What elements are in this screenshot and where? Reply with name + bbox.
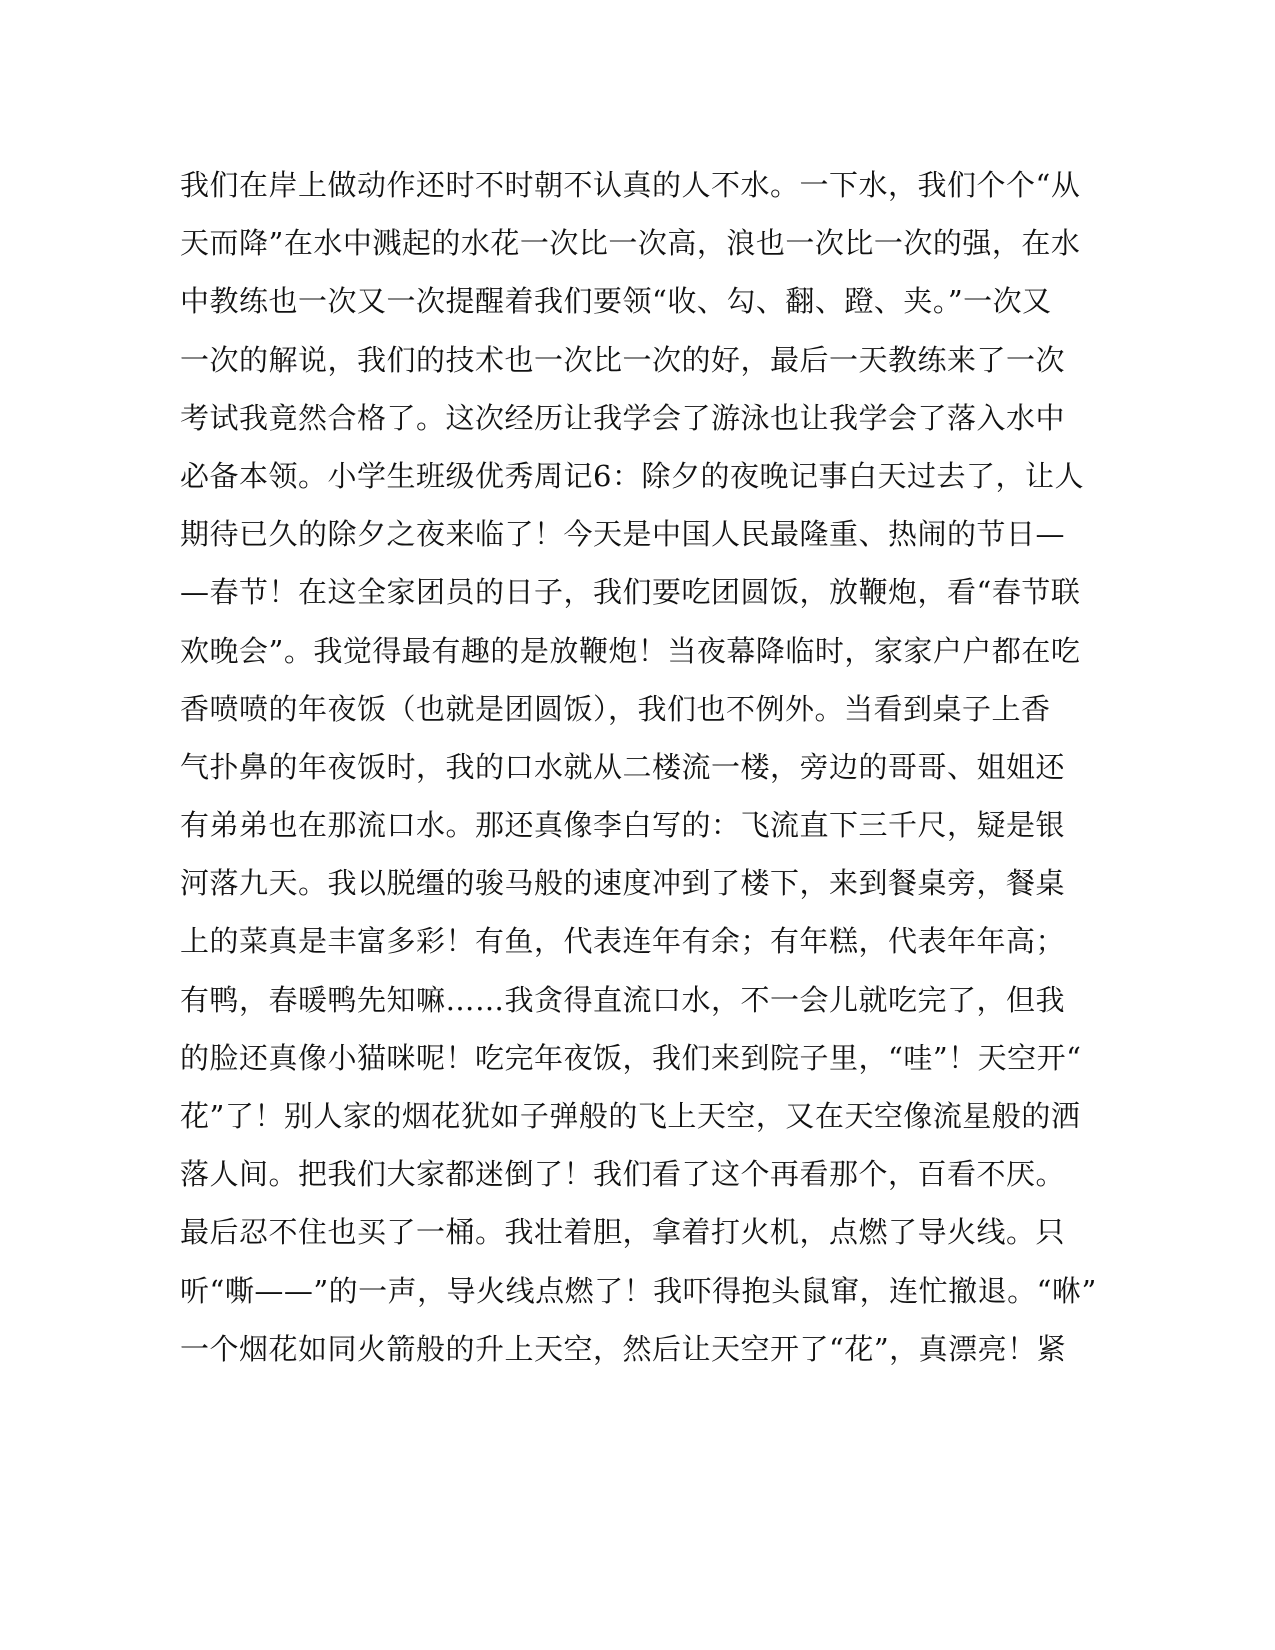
text-line: 欢晚会”。我觉得最有趣的是放鞭炮！当夜幕降临时，家家户户都在吃 xyxy=(180,633,1081,668)
text-line: 气扑鼻的年夜饭时，我的口水就从二楼流一楼，旁边的哥哥、姐姐还 xyxy=(180,749,1066,784)
text-line: 听“嘶——”的一声，导火线点燃了！我吓得抱头鼠窜，连忙撤退。“咻” xyxy=(180,1273,1097,1308)
text-line: 香喷喷的年夜饭（也就是团圆饭），我们也不例外。当看到桌子上香 xyxy=(180,691,1051,726)
text-line: 上的菜真是丰富多彩！有鱼，代表连年有余；有年糕，代表年年高； xyxy=(180,924,1066,959)
text-line: 花”了！别人家的烟花犹如子弹般的飞上天空，又在天空像流星般的洒 xyxy=(180,1099,1081,1133)
text-line: 一次的解说，我们的技术也一次比一次的好，最后一天教练来了一次 xyxy=(180,342,1066,377)
text-line: 有弟弟也在那流口水。那还真像李白写的：飞流直下三千尺，疑是银 xyxy=(180,808,1066,843)
text-line: 的脸还真像小猫咪呢！吃完年夜饭，我们来到院子里，“哇”！天空开“ xyxy=(180,1040,1082,1075)
text-line: 考试我竟然合格了。这次经历让我学会了游泳也让我学会了落入水中 xyxy=(180,400,1066,435)
text-line: 一个烟花如同火箭般的升上天空，然后让天空开了“花”，真漂亮！紧 xyxy=(180,1331,1067,1366)
body-text xyxy=(180,156,1097,1378)
text-line: 河落九天。我以脱缰的骏马般的速度冲到了楼下，来到餐桌旁，餐桌 xyxy=(180,866,1066,901)
text-line: 中教练也一次又一次提醒着我们要领“收、勾、翻、蹬、夹。”一次又 xyxy=(180,284,1052,319)
text-line: —春节！在这全家团员的日子，我们要吃团圆饭，放鞭炮，看“春节联 xyxy=(180,575,1081,610)
text-line: 天而降”在水中溅起的水花一次比一次高，浪也一次比一次的强，在水 xyxy=(180,226,1081,261)
text-line: 期待已久的除夕之夜来临了！今天是中国人民最隆重、热闹的节日— xyxy=(180,517,1066,552)
text-line: 有鸭，春暖鸭先知嘛……我贪得直流口水，不一会儿就吃完了，但我 xyxy=(180,982,1066,1017)
text-line: 落人间。把我们大家都迷倒了！我们看了这个再看那个，百看不厌。 xyxy=(180,1157,1066,1192)
text-line: 必备本领。小学生班级优秀周记6：除夕的夜晚记事白天过去了，让人 xyxy=(180,458,1084,493)
text-line: 我们在岸上做动作还时不时朝不认真的人不水。一下水，我们个个“从 xyxy=(180,168,1081,202)
text-line: 最后忍不住也买了一桶。我壮着胆，拿着打火机，点燃了导火线。只 xyxy=(180,1215,1066,1250)
